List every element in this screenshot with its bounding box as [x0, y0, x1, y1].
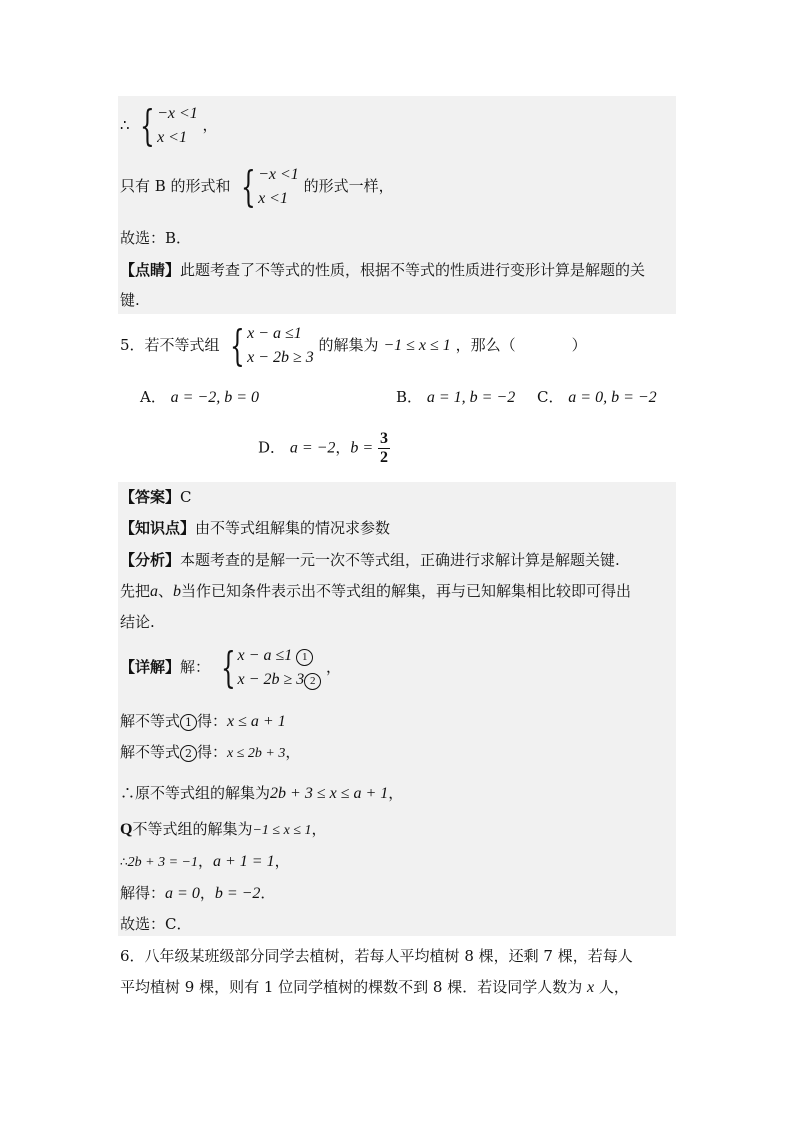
step-2 [120, 741, 300, 765]
analysis-line-3: 结论. [120, 613, 155, 631]
analysis-line2-mid: 、 [158, 582, 174, 600]
option-c-value: a = 0, b = −2 [568, 389, 657, 406]
var-x: x [587, 979, 595, 996]
step-3-pre: ∴原不等式组的解集为 [120, 784, 271, 802]
step-4-pre: Q [120, 821, 133, 838]
option-d-sep: ， [335, 438, 351, 457]
q5-close: ） [571, 336, 587, 354]
q6-line2-post: 人， [598, 978, 629, 996]
comment-label: 【点睛】 [120, 261, 181, 279]
step-3-end: ， [388, 784, 404, 802]
step-4-math: −1 ≤ x ≤ 1 [252, 823, 312, 838]
circled-number: 2 [304, 673, 321, 690]
step-3 [120, 782, 403, 805]
question-6-line-1: 6．八年级某班级部分同学去植树，若每人平均植树 8 棵，还剩 7 棵，若每人 [120, 947, 633, 965]
step-5-sep: ， [197, 852, 213, 870]
option-c-label: C． [537, 388, 564, 406]
comma: ， [202, 116, 218, 134]
option-b [396, 386, 515, 409]
analysis-text: 本题考查的是解一元一次不等式组，正确进行求解计算是解题关键. [180, 551, 620, 569]
knowledge-text: 由不等式组解集的情况求参数 [195, 519, 391, 537]
system-row-1: −x <1 [157, 105, 198, 122]
step-2-pre: 解不等式 [120, 743, 181, 761]
therefore-symbol: ∴ [120, 116, 130, 134]
step-6-end: ． [260, 884, 276, 902]
question-5 [120, 322, 587, 370]
brace-icon: { [241, 162, 257, 211]
comment-text: 此题考查了不等式的性质，根据不等式的性质进行变形计算是解题的关 [180, 261, 646, 279]
step-4 [120, 818, 327, 842]
option-d [258, 430, 390, 467]
step-5-m2: a + 1 = 1 [213, 853, 275, 870]
option-a-value: a = −2, b = 0 [170, 389, 260, 406]
only-b-prefix: 只有 B 的形式和 [120, 177, 231, 195]
step-6-sep: ， [199, 884, 215, 902]
fraction-numerator: 3 [380, 430, 388, 447]
step-6 [120, 882, 275, 905]
step-6-m1: a = 0 [165, 885, 200, 902]
system-row-1: x − a ≤1 [247, 325, 302, 342]
choose-b: 故选：B． [120, 229, 192, 247]
inequality-system [215, 644, 321, 692]
step-2-math: x ≤ 2b + 3 [227, 746, 286, 761]
q6-line2-pre: 平均植树 9 棵，则有 1 位同学植树的棵数不到 8 棵．若设同学人数为 [120, 978, 583, 996]
step-6-pre: 解得： [120, 884, 166, 902]
inequality-system [224, 322, 313, 370]
option-d-a: a = −2 [289, 439, 336, 457]
inequality-system [235, 163, 298, 211]
comment-line-2: 键. [120, 291, 140, 309]
step-1-mid: 得： [197, 712, 228, 730]
circled-number: 2 [180, 745, 197, 762]
step-2-mid: 得： [197, 743, 228, 761]
answer-text: C [180, 488, 192, 506]
analysis-line2-post: 当作已知条件表示出不等式组的解集，再与已知解集相比较即可得出 [181, 582, 632, 600]
inequality-system [134, 102, 197, 150]
option-a-label: A． [140, 388, 166, 406]
step-2-end: ， [285, 743, 301, 761]
q5-suffix: ，那么（ [455, 336, 516, 354]
only-b-suffix: 的形式一样， [303, 177, 394, 195]
comma: ， [326, 658, 342, 676]
system-row-2: x <1 [258, 190, 288, 207]
step-6-m2: b = −2 [214, 885, 261, 902]
brace-icon: { [140, 101, 156, 150]
analysis-label: 【分析】 [120, 551, 181, 569]
var-a: a [150, 583, 159, 600]
step-3-math: 2b + 3 ≤ x ≤ a + 1 [270, 785, 389, 802]
step-1-pre: 解不等式 [120, 712, 181, 730]
knowledge-label: 【知识点】 [120, 519, 196, 537]
circled-number: 1 [180, 714, 197, 731]
step-1-math: x ≤ a + 1 [227, 713, 286, 730]
option-b-label: B． [396, 388, 423, 406]
q5-prefix: 5．若不等式组 [120, 336, 220, 354]
step-4-end: ， [311, 820, 327, 838]
system-row-1: −x <1 [258, 166, 299, 183]
fraction-denominator: 2 [380, 449, 388, 466]
system-row-1: x − a ≤1 1 [238, 644, 322, 668]
detail-line [120, 644, 341, 692]
analysis-line2-pre: 先把 [120, 582, 151, 600]
fraction [378, 430, 390, 467]
option-b-value: a = 1, b = −2 [426, 389, 516, 406]
step-5-pre: ∴ [120, 855, 128, 869]
step-5-end: ， [274, 852, 290, 870]
circled-number: 1 [296, 649, 313, 666]
analysis-line-1 [120, 549, 620, 571]
analysis-line-2 [120, 580, 631, 603]
system-row-2: x − 2b ≥ 3 [247, 349, 314, 366]
step-5-m1: 2b + 3 = −1 [127, 855, 198, 870]
step-5 [120, 850, 290, 874]
q5-mid: 的解集为 [318, 336, 379, 354]
option-d-label: D． [258, 438, 286, 457]
step-4-text: 不等式组的解集为 [132, 820, 253, 838]
var-b: b [173, 583, 182, 600]
detail-label: 【详解】 [120, 658, 181, 676]
detail-prefix: 解： [180, 658, 211, 676]
system-row-2: x − 2b ≥ 3 2 [238, 668, 322, 692]
only-b-line [120, 163, 394, 211]
comment-line-1 [120, 259, 645, 281]
option-a [140, 386, 259, 409]
option-c [537, 386, 657, 409]
q5-range: −1 ≤ x ≤ 1 [383, 337, 451, 354]
answer-line [120, 486, 192, 508]
question-6-line-2 [120, 976, 629, 999]
brace-icon: { [220, 643, 236, 692]
step-1 [120, 710, 286, 733]
brace-icon: { [230, 321, 246, 370]
therefore-system [120, 102, 218, 150]
system-row-2: x <1 [157, 129, 187, 146]
step-7: 故选：C． [120, 915, 192, 933]
knowledge-line [120, 517, 390, 539]
answer-label: 【答案】 [120, 488, 181, 506]
option-d-b: b = [350, 439, 374, 457]
